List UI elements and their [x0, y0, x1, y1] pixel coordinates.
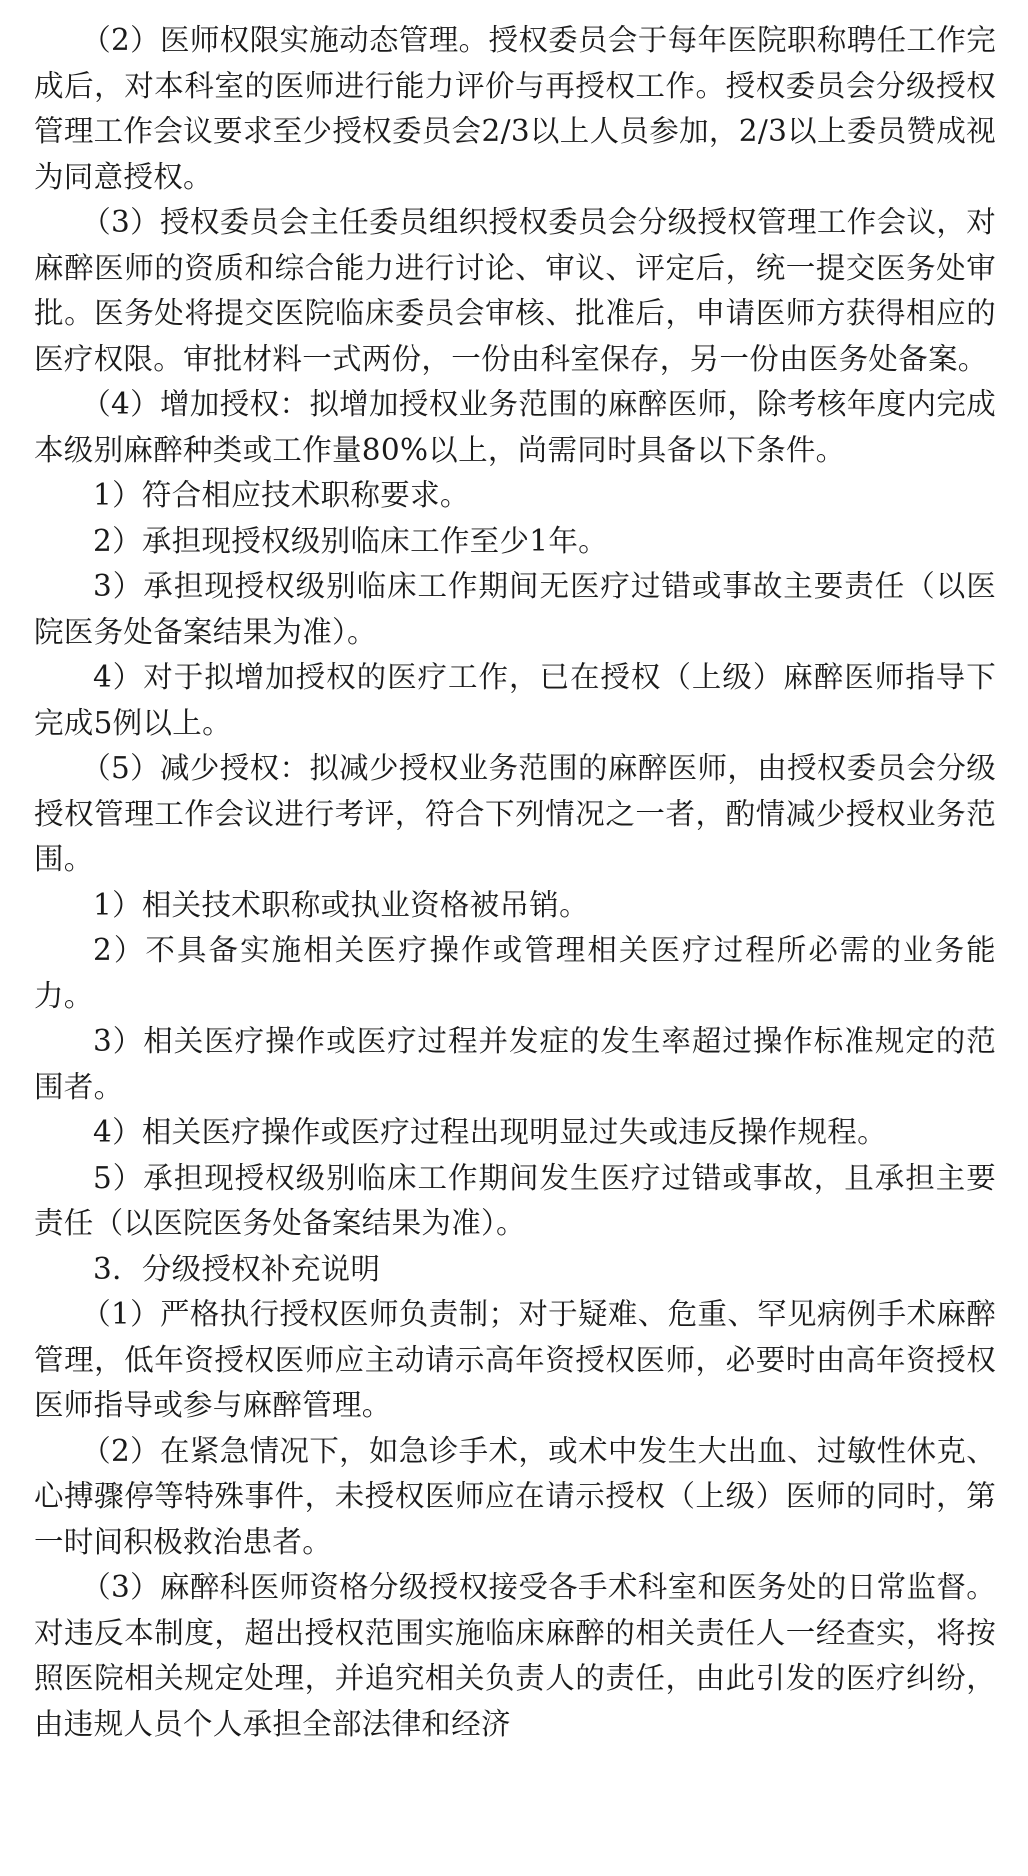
- paragraph-3-committee-review: （3）授权委员会主任委员组织授权委员会分级授权管理工作会议，对麻醉医师的资质和综合能力进行讨论、审议、评定后，统一提交医务处审批。医务处将提交医院临床委员会审核、批准后，申请医师方获得相应的医疗权限。审批材料一式两份，一份由科室保存，另一份由医务处备案。: [34, 205, 996, 376]
- list-item-reduce-condition-1: 1）相关技术职称或执业资格被吊销。: [93, 887, 589, 922]
- section-heading-supplementary: 3．分级授权补充说明: [93, 1251, 381, 1286]
- paragraph-supplement-3: （3）麻醉科医师资格分级授权接受各手术科室和医务处的日常监督。对违反本制度，超出授权范围实施临床麻醉的相关责任人一经查实，将按照医院相关规定处理，并追究相关负责人的责任，由此引发的医疗纠纷，由违规人员个人承担全部法律和经济: [34, 1570, 996, 1741]
- list-item-reduce-condition-2: 2）不具备实施相关医疗操作或管理相关医疗过程所必需的业务能力。: [34, 933, 996, 1013]
- list-item-add-condition-3: 3）承担现授权级别临床工作期间无医疗过错或事故主要责任（以医院医务处备案结果为准）。: [34, 569, 996, 649]
- list-item-add-condition-2: 2）承担现授权级别临床工作至少1年。: [93, 523, 608, 558]
- list-item-add-condition-1: 1）符合相应技术职称要求。: [93, 478, 470, 512]
- list-item-reduce-condition-3: 3）相关医疗操作或医疗过程并发症的发生率超过操作标准规定的范围者。: [34, 1024, 996, 1104]
- paragraph-5-reduce-authorization: （5）减少授权：拟减少授权业务范围的麻醉医师，由授权委员会分级授权管理工作会议进行考评，符合下列情况之一者，酌情减少授权业务范围。: [34, 751, 996, 876]
- paragraph-supplement-2: （2）在紧急情况下，如急诊手术，或术中发生大出血、过敏性休克、心搏骤停等特殊事件，未授权医师应在请示授权（上级）医师的同时，第一时间积极救治患者。: [34, 1433, 996, 1559]
- list-item-add-condition-4: 4）对于拟增加授权的医疗工作，已在授权（上级）麻醉医师指导下完成5例以上。: [34, 660, 996, 740]
- paragraph-supplement-1: （1）严格执行授权医师负责制；对于疑难、危重、罕见病例手术麻醉管理，低年资授权医师应主动请示高年资授权医师，必要时由高年资授权医师指导或参与麻醉管理。: [34, 1297, 996, 1422]
- paragraph-2-dynamic-management: （2）医师权限实施动态管理。授权委员会于每年医院职称聘任工作完成后，对本科室的医师进行能力评价与再授权工作。授权委员会分级授权管理工作会议要求至少授权委员会2/3以上人员参加，2/3以上委员赞成视为同意授权。: [34, 23, 996, 194]
- paragraph-4-add-authorization: （4）增加授权：拟增加授权业务范围的麻醉医师，除考核年度内完成本级别麻醉种类或工作量80%以上，尚需同时具备以下条件。: [34, 387, 996, 467]
- document-page: [34, 18, 996, 1747]
- list-item-reduce-condition-5: 5）承担现授权级别临床工作期间发生医疗过错或事故，且承担主要责任（以医院医务处备案结果为准）。: [34, 1160, 996, 1240]
- list-item-reduce-condition-4: 4）相关医疗操作或医疗过程出现明显过失或违反操作规程。: [93, 1115, 887, 1149]
